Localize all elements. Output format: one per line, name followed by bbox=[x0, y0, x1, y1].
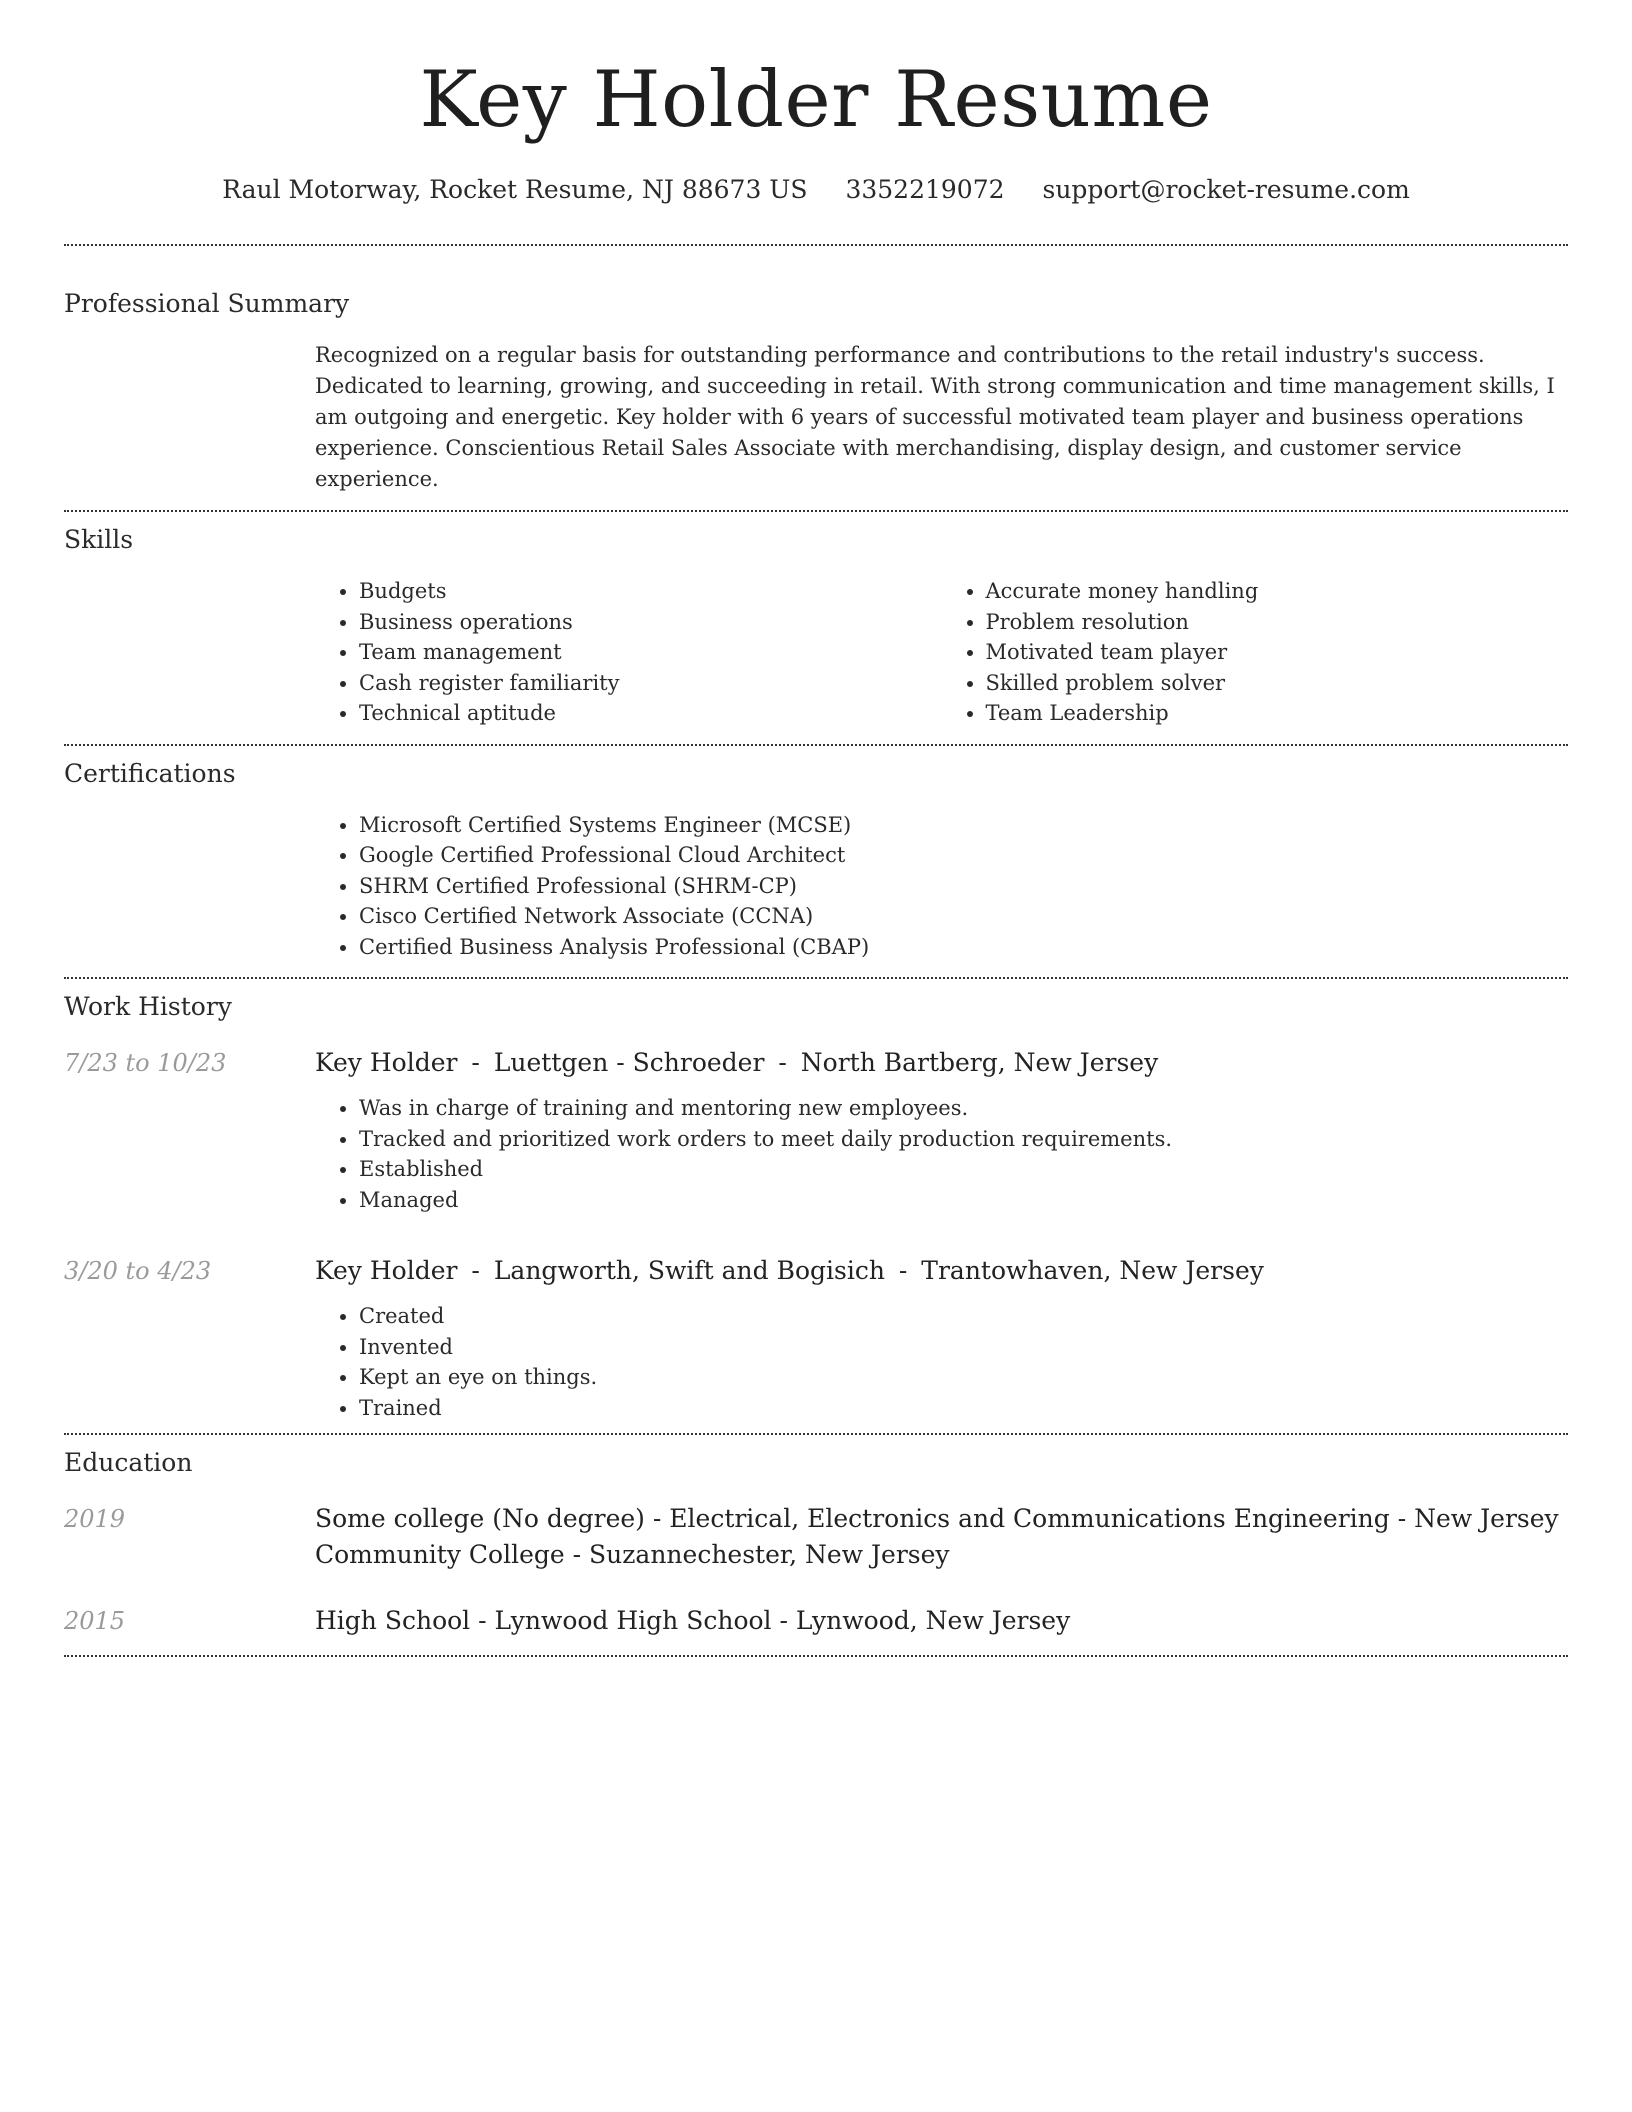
education-section bbox=[64, 1435, 1568, 1639]
job-bullets bbox=[315, 1301, 1568, 1423]
job-location: North Bartberg, New Jersey bbox=[800, 1048, 1159, 1077]
list-item: • Managed bbox=[359, 1185, 1568, 1216]
job-entry bbox=[64, 1045, 1568, 1215]
work-heading: Work History bbox=[64, 992, 232, 1021]
certifications-list bbox=[315, 810, 1568, 963]
list-item: • Tracked and prioritized work orders to meet daily production requirements. bbox=[359, 1124, 1568, 1155]
job-role: Key Holder bbox=[315, 1048, 458, 1077]
list-item: • Team Leadership bbox=[986, 698, 1569, 729]
contact-address: Raul Motorway, Rocket Resume, NJ 88673 US bbox=[222, 175, 808, 204]
summary-heading: Professional Summary bbox=[64, 289, 350, 318]
list-item: • Motivated team player bbox=[986, 637, 1569, 668]
education-divider bbox=[64, 1655, 1568, 1657]
list-item: • Invented bbox=[359, 1332, 1568, 1363]
list-item: • Technical aptitude bbox=[359, 698, 942, 729]
education-heading: Education bbox=[64, 1448, 193, 1477]
contact-email: support@rocket-resume.com bbox=[1042, 175, 1410, 204]
job-dates: 7/23 to 10/23 bbox=[64, 1049, 227, 1077]
job-dates: 3/20 to 4/23 bbox=[64, 1257, 212, 1285]
skills-list-left bbox=[315, 576, 942, 729]
education-degree: Some college (No degree) - Electrical, Electronics and Communications Engineering bbox=[315, 1504, 1390, 1533]
job-company: Langworth, Swift and Bogisich bbox=[493, 1256, 885, 1285]
job-title: Key Holder - Luettgen - Schroeder - North Bartberg, New Jersey bbox=[315, 1048, 1159, 1077]
education-entry bbox=[64, 1603, 1568, 1639]
summary-section bbox=[64, 246, 1568, 495]
contact-phone: 3352219072 bbox=[845, 175, 1005, 204]
skills-section bbox=[64, 512, 1568, 729]
list-item: • Certified Business Analysis Professional (CBAP) bbox=[359, 932, 1568, 963]
list-item: • Created bbox=[359, 1301, 1568, 1332]
page-title: Key Holder Resume bbox=[419, 55, 1213, 145]
list-item: • Microsoft Certified Systems Engineer (MCSE) bbox=[359, 810, 1568, 841]
job-title: Key Holder - Langworth, Swift and Bogisich - Trantowhaven, New Jersey bbox=[315, 1256, 1264, 1285]
list-item: • Cisco Certified Network Associate (CCNA) bbox=[359, 901, 1568, 932]
list-item: • Cash register familiarity bbox=[359, 668, 942, 699]
education-school: New Jersey Community College bbox=[315, 1504, 1559, 1569]
list-item: • SHRM Certified Professional (SHRM-CP) bbox=[359, 871, 1568, 902]
education-location: Suzannechester, New Jersey bbox=[589, 1540, 950, 1569]
work-section bbox=[64, 979, 1568, 1423]
education-entry bbox=[64, 1501, 1568, 1573]
list-item: • Skilled problem solver bbox=[986, 668, 1569, 699]
skills-heading: Skills bbox=[64, 525, 134, 554]
contact-line bbox=[64, 170, 1568, 210]
list-item: • Established bbox=[359, 1154, 1568, 1185]
education-year: 2019 bbox=[64, 1505, 126, 1533]
education-degree: High School bbox=[315, 1606, 471, 1635]
education-location: Lynwood, New Jersey bbox=[795, 1606, 1071, 1635]
job-location: Trantowhaven, New Jersey bbox=[921, 1256, 1264, 1285]
list-item: • Was in charge of training and mentoring new employees. bbox=[359, 1093, 1568, 1124]
certifications-heading: Certifications bbox=[64, 758, 236, 788]
job-bullets bbox=[315, 1093, 1568, 1215]
certifications-section bbox=[64, 746, 1568, 963]
job-company: Luettgen - Schroeder bbox=[493, 1048, 765, 1077]
list-item: • Team management bbox=[359, 637, 942, 668]
education-year: 2015 bbox=[64, 1607, 126, 1635]
list-item: • Budgets bbox=[359, 576, 942, 607]
list-item: • Google Certified Professional Cloud Architect bbox=[359, 840, 1568, 871]
list-item: • Business operations bbox=[359, 607, 942, 638]
summary-text: Recognized on a regular basis for outstanding performance and contributions to the retail industry's success. Dedicated to learning, growing, and succeeding in retail. With strong communication and time management skills, I am outgoing and energetic. Key holder with 6 years of successful motivated team player and business operations experience. Conscientious Retail Sales Associate with merchandising, display design, and customer service experience. bbox=[315, 343, 1555, 491]
job-entry bbox=[64, 1253, 1568, 1423]
job-role: Key Holder bbox=[315, 1256, 458, 1285]
list-item: • Problem resolution bbox=[986, 607, 1569, 638]
list-item: • Accurate money handling bbox=[986, 576, 1569, 607]
education-title: Some college (No degree) - Electrical, Electronics and Communications Engineering - New Jersey Community College - Suzannechester, New Jersey bbox=[315, 1504, 1559, 1569]
education-school: Lynwood High School bbox=[494, 1606, 772, 1635]
list-item: • Trained bbox=[359, 1393, 1568, 1424]
education-title: High School - Lynwood High School - Lynwood, New Jersey bbox=[315, 1606, 1071, 1635]
list-item: • Kept an eye on things. bbox=[359, 1362, 1568, 1393]
skills-list-right bbox=[942, 576, 1569, 729]
